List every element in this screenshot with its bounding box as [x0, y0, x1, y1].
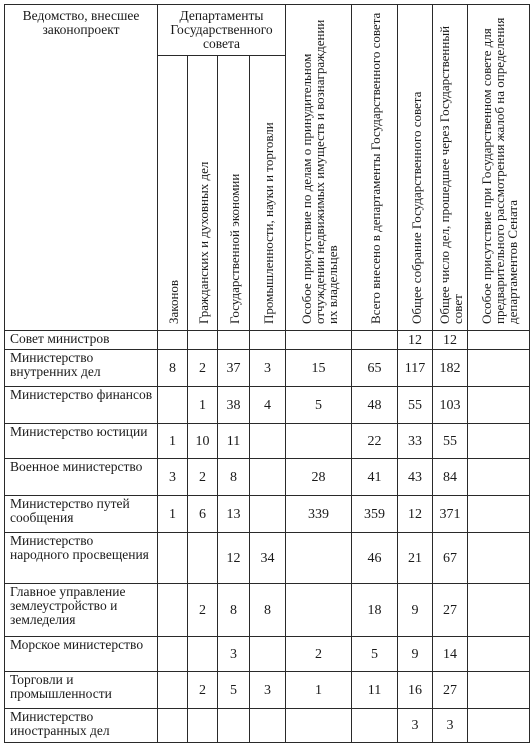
- table-cell: 34: [250, 533, 286, 584]
- table-cell: 3: [250, 672, 286, 709]
- table-row: [5, 424, 530, 459]
- table-cell: 21: [398, 533, 433, 584]
- table-cell: 9: [398, 637, 433, 672]
- header-civil-spiritual: Гражданских и духовных дел: [188, 56, 218, 331]
- table-cell: [286, 331, 352, 350]
- table-cell: [468, 424, 530, 459]
- table-cell: [188, 709, 218, 743]
- table-cell: 67: [433, 533, 468, 584]
- ministry-name: Министерство путей сообщения: [5, 496, 158, 533]
- table-cell: 41: [352, 459, 398, 496]
- table-cell: [188, 331, 218, 350]
- table-cell: 103: [433, 387, 468, 424]
- table-row: [5, 672, 530, 709]
- table-cell: 6: [188, 496, 218, 533]
- table-cell: 2: [188, 350, 218, 387]
- table-row: [5, 331, 530, 350]
- table-row: [5, 350, 530, 387]
- table-cell: 65: [352, 350, 398, 387]
- table-cell: 1: [188, 387, 218, 424]
- table-cell: 1: [286, 672, 352, 709]
- table-cell: 1: [158, 496, 188, 533]
- table-cell: 4: [250, 387, 286, 424]
- ministry-name: Министерство внутренних дел: [5, 350, 158, 387]
- table-cell: 359: [352, 496, 398, 533]
- table-cell: 27: [433, 672, 468, 709]
- table-cell: 15: [286, 350, 352, 387]
- table-row: [5, 459, 530, 496]
- table-cell: [250, 459, 286, 496]
- table-cell: [158, 637, 188, 672]
- header-industry-science-trade: Промышленности, науки и торговли: [250, 56, 286, 331]
- header-state-economy: Государственной экономии: [218, 56, 250, 331]
- table-cell: 46: [352, 533, 398, 584]
- table-cell: [286, 533, 352, 584]
- table-cell: 8: [218, 584, 250, 637]
- table-cell: 84: [433, 459, 468, 496]
- table-row: [5, 709, 530, 743]
- table-cell: [468, 584, 530, 637]
- table-row: [5, 584, 530, 637]
- ministry-name: Министерство иностранных дел: [5, 709, 158, 743]
- header-laws: Законов: [158, 56, 188, 331]
- ministry-name: Главное управление землеустройство и земледелия: [5, 584, 158, 637]
- ministry-name: Военное министерство: [5, 459, 158, 496]
- data-table: [4, 4, 530, 743]
- table-cell: [158, 584, 188, 637]
- table-cell: [352, 709, 398, 743]
- table-cell: 55: [433, 424, 468, 459]
- table-cell: 22: [352, 424, 398, 459]
- header-total-departments: Всего внесено в департаменты Государственного совета: [352, 5, 398, 331]
- table-cell: 2: [286, 637, 352, 672]
- table-cell: 8: [250, 584, 286, 637]
- table-cell: 3: [158, 459, 188, 496]
- table-cell: [250, 331, 286, 350]
- table-row: [5, 533, 530, 584]
- table-cell: [158, 672, 188, 709]
- table-cell: 33: [398, 424, 433, 459]
- table-cell: [250, 709, 286, 743]
- ministry-name: Министерство юстиции: [5, 424, 158, 459]
- table-cell: 3: [218, 637, 250, 672]
- table-cell: 48: [352, 387, 398, 424]
- header-special-presence-expropriation: Особое присутствие по делам о принудительном отчуждении недвижимых имуществ и вознаграждении их владельцев: [286, 5, 352, 331]
- table-cell: 14: [433, 637, 468, 672]
- table-cell: 182: [433, 350, 468, 387]
- table-cell: 12: [433, 331, 468, 350]
- table-cell: 371: [433, 496, 468, 533]
- ministry-name: Торговли и промышленности: [5, 672, 158, 709]
- table-cell: [468, 331, 530, 350]
- table-cell: 12: [398, 496, 433, 533]
- table-cell: 11: [352, 672, 398, 709]
- table-cell: [250, 637, 286, 672]
- table-cell: 12: [218, 533, 250, 584]
- header-total-cases: Общее число дел, прошедшее через Государственный совет: [433, 5, 468, 331]
- table-cell: 18: [352, 584, 398, 637]
- table-cell: 37: [218, 350, 250, 387]
- ministry-name: Совет министров: [5, 331, 158, 350]
- table-cell: 9: [398, 584, 433, 637]
- table-cell: [218, 331, 250, 350]
- table-cell: 5: [286, 387, 352, 424]
- table-cell: [158, 331, 188, 350]
- header-departments-group: Департаменты Государственного совета: [158, 5, 286, 56]
- table-cell: 5: [352, 637, 398, 672]
- ministry-name: Министерство финансов: [5, 387, 158, 424]
- table-cell: 27: [433, 584, 468, 637]
- table-cell: [286, 584, 352, 637]
- table-cell: 3: [398, 709, 433, 743]
- table-cell: 1: [158, 424, 188, 459]
- table-cell: 2: [188, 459, 218, 496]
- table-cell: [286, 709, 352, 743]
- table-cell: 11: [218, 424, 250, 459]
- table-cell: [468, 637, 530, 672]
- table-cell: [468, 459, 530, 496]
- table-cell: 10: [188, 424, 218, 459]
- table-cell: [468, 672, 530, 709]
- table-cell: [218, 709, 250, 743]
- table-cell: [158, 709, 188, 743]
- table-cell: 13: [218, 496, 250, 533]
- table-cell: 3: [250, 350, 286, 387]
- ministry-name: Морское министерство: [5, 637, 158, 672]
- table-cell: [158, 533, 188, 584]
- table-row: [5, 387, 530, 424]
- table-cell: [468, 350, 530, 387]
- table-cell: 117: [398, 350, 433, 387]
- table-cell: 5: [218, 672, 250, 709]
- table-cell: [158, 387, 188, 424]
- table-cell: [250, 496, 286, 533]
- table-cell: 2: [188, 584, 218, 637]
- table-cell: [188, 637, 218, 672]
- table-cell: [468, 709, 530, 743]
- table-cell: [188, 533, 218, 584]
- table-cell: 38: [218, 387, 250, 424]
- table-cell: 28: [286, 459, 352, 496]
- table-row: [5, 637, 530, 672]
- table-cell: 8: [218, 459, 250, 496]
- table-cell: 8: [158, 350, 188, 387]
- table-cell: [468, 533, 530, 584]
- table-cell: 16: [398, 672, 433, 709]
- header-general-assembly: Общее собрание Государственного совета: [398, 5, 433, 331]
- table-cell: [250, 424, 286, 459]
- table-cell: 2: [188, 672, 218, 709]
- table-cell: [286, 424, 352, 459]
- table-cell: 339: [286, 496, 352, 533]
- table-cell: 12: [398, 331, 433, 350]
- header-ministry: Ведомство, внесшее законопроект: [5, 5, 158, 331]
- ministry-name: Министерство народного просвещения: [5, 533, 158, 584]
- table-cell: [352, 331, 398, 350]
- table-cell: [468, 387, 530, 424]
- header-special-presence-senate: Особое присутствие при Государственном совете для предварительного рассмотрения жалоб на определения департаментов Сената: [468, 5, 530, 331]
- table-cell: 55: [398, 387, 433, 424]
- table-cell: 3: [433, 709, 468, 743]
- table-cell: [468, 496, 530, 533]
- table-row: [5, 496, 530, 533]
- table-cell: 43: [398, 459, 433, 496]
